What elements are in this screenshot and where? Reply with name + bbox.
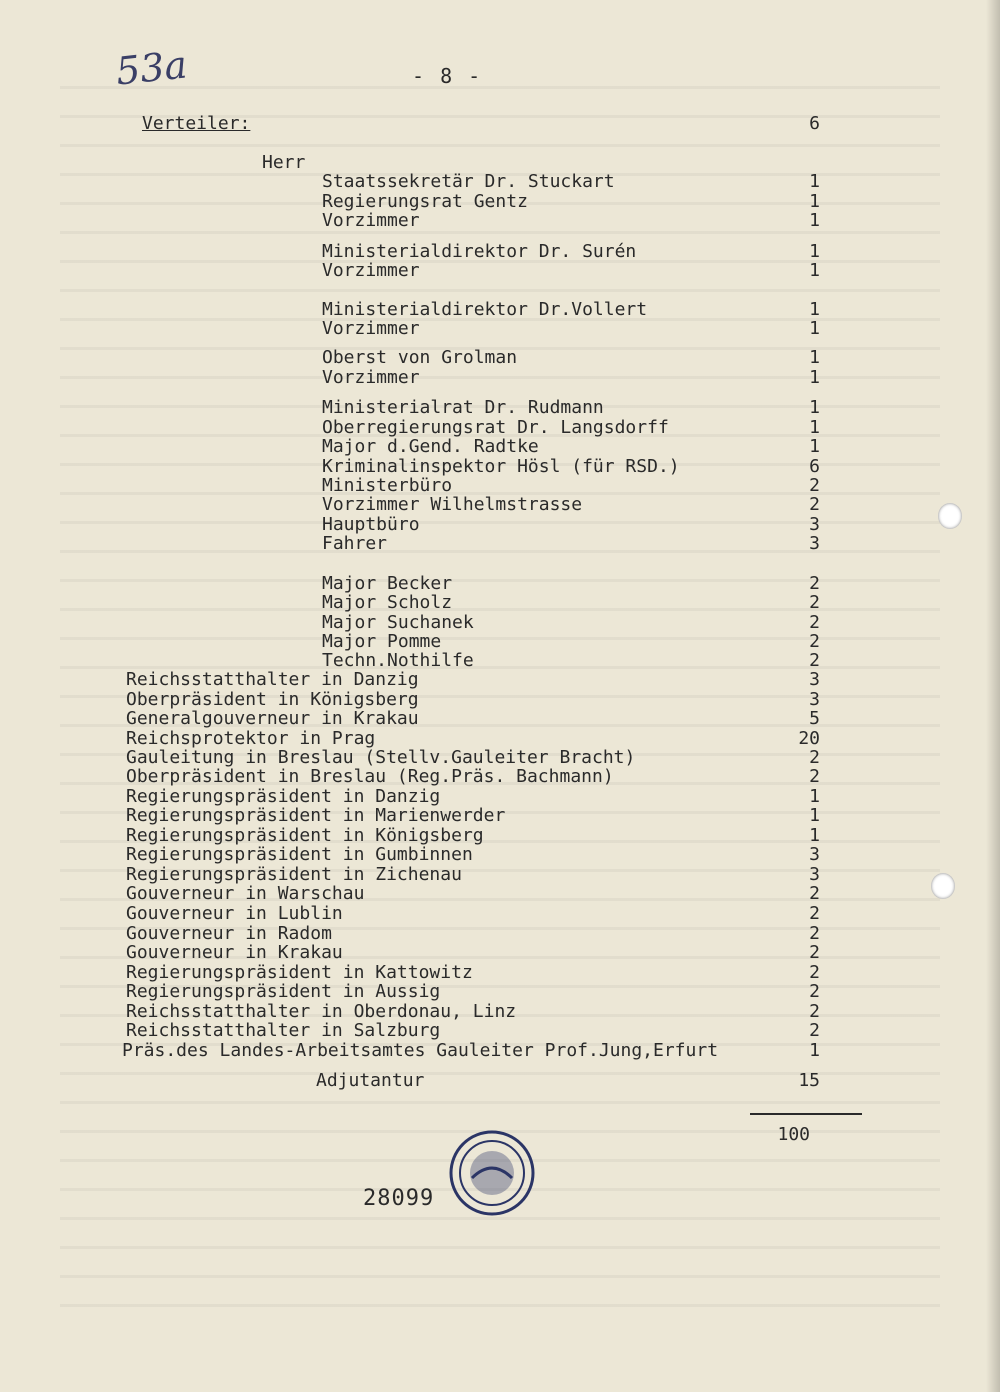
entry-name: Regierungspräsident in Königsberg	[126, 825, 484, 846]
entry-name: Vorzimmer	[322, 367, 420, 388]
entry-name: Major Becker	[322, 573, 453, 594]
entry-count: 3	[809, 844, 820, 865]
entry-name: Reichsstatthalter in Salzburg	[126, 1020, 441, 1041]
entry-count: 2	[809, 631, 820, 652]
entry-count: 3	[809, 669, 820, 690]
entry-count: 3	[809, 864, 820, 885]
entry-count: 2	[809, 903, 820, 924]
entry-name: Gauleitung in Breslau (Stellv.Gauleiter Bracht)	[126, 747, 636, 768]
entry-count: 15	[798, 1070, 820, 1091]
distribution-heading: Verteiler:	[142, 113, 251, 134]
entry-count: 2	[809, 1020, 820, 1041]
entry-count: 1	[809, 318, 820, 339]
entry-name: Oberpräsident in Königsberg	[126, 689, 419, 710]
heading-count: 6	[809, 113, 820, 134]
entry-count: 1	[809, 397, 820, 418]
entry-count: 1	[809, 825, 820, 846]
entry-count: 20	[798, 728, 820, 749]
archive-stamp	[447, 1128, 537, 1218]
entry-name: Regierungsrat Gentz	[322, 191, 528, 212]
entry-name: Major Pomme	[322, 631, 442, 652]
entry-count: 3	[809, 533, 820, 554]
entry-name: Regierungspräsident in Marienwerder	[126, 805, 506, 826]
entry-name: Regierungspräsident in Gumbinnen	[126, 844, 473, 865]
salutation: Herr	[262, 152, 306, 173]
entry-name: Gouverneur in Warschau	[126, 883, 365, 904]
page-edge-shadow	[986, 0, 1000, 1392]
entry-count: 3	[809, 689, 820, 710]
entry-name: Staatssekretär Dr. Stuckart	[322, 171, 615, 192]
entry-count: 2	[809, 883, 820, 904]
entry-count: 1	[809, 436, 820, 457]
entry-count: 1	[809, 299, 820, 320]
entry-name: Techn.Nothilfe	[322, 650, 474, 671]
entry-count: 2	[809, 962, 820, 983]
entry-name: Regierungspräsident in Aussig	[126, 981, 441, 1002]
entry-count: 1	[809, 417, 820, 438]
entry-name: Regierungspräsident in Zichenau	[126, 864, 462, 885]
entry-count: 1	[809, 241, 820, 262]
entry-name: Ministerbüro	[322, 475, 453, 496]
entry-count: 2	[809, 923, 820, 944]
entry-count: 2	[809, 747, 820, 768]
punch-hole	[938, 503, 962, 529]
entry-name: Gouverneur in Krakau	[126, 942, 343, 963]
page-number: - 8 -	[412, 64, 483, 88]
entry-name: Oberregierungsrat Dr. Langsdorff	[322, 417, 669, 438]
entry-name: Gouverneur in Lublin	[126, 903, 343, 924]
entry-count: 2	[809, 573, 820, 594]
entry-count: 2	[809, 592, 820, 613]
entry-name: Reichsstatthalter in Danzig	[126, 669, 419, 690]
entry-count: 1	[809, 210, 820, 231]
entry-name: Adjutantur	[316, 1070, 425, 1091]
entry-count: 1	[809, 367, 820, 388]
entry-count: 2	[809, 494, 820, 515]
entry-count: 1	[809, 260, 820, 281]
handwritten-reference: 53a	[113, 42, 190, 94]
entry-name: Major Suchanek	[322, 612, 474, 633]
entry-count: 1	[809, 1040, 820, 1061]
entry-count: 2	[809, 475, 820, 496]
entry-count: 2	[809, 981, 820, 1002]
entry-name: Ministerialdirektor Dr. Surén	[322, 241, 637, 262]
entry-count: 1	[809, 191, 820, 212]
entry-count: 1	[809, 347, 820, 368]
entry-name: Gouverneur in Radom	[126, 923, 332, 944]
document-number: 28099	[363, 1186, 435, 1211]
entry-name: Hauptbüro	[322, 514, 420, 535]
entry-name: Vorzimmer Wilhelmstrasse	[322, 494, 583, 515]
entry-name: Major d.Gend. Radtke	[322, 436, 539, 457]
entry-name: Ministerialrat Dr. Rudmann	[322, 397, 604, 418]
entry-count: 3	[809, 514, 820, 535]
entry-count: 2	[809, 650, 820, 671]
entry-name: Oberpräsident in Breslau (Reg.Präs. Bachmann)	[126, 766, 614, 787]
entry-name: Regierungspräsident in Kattowitz	[126, 962, 473, 983]
entry-name: Major Scholz	[322, 592, 453, 613]
entry-count: 5	[809, 708, 820, 729]
punch-hole	[931, 873, 955, 899]
entry-name: Ministerialdirektor Dr.Vollert	[322, 299, 648, 320]
entry-name: Vorzimmer	[322, 318, 420, 339]
entry-name: Generalgouverneur in Krakau	[126, 708, 419, 729]
entry-count: 1	[809, 786, 820, 807]
entry-name: Oberst von Grolman	[322, 347, 518, 368]
entry-count: 2	[809, 766, 820, 787]
entry-name: Vorzimmer	[322, 260, 420, 281]
entry-count: 6	[809, 456, 820, 477]
total-count: 100	[777, 1124, 810, 1145]
entry-name: Kriminalinspektor Hösl (für RSD.)	[322, 456, 680, 477]
entry-count: 2	[809, 942, 820, 963]
entry-name: Fahrer	[322, 533, 388, 554]
entry-name: Reichsstatthalter in Oberdonau, Linz	[126, 1001, 517, 1022]
entry-count: 1	[809, 805, 820, 826]
entry-name: Vorzimmer	[322, 210, 420, 231]
entry-count: 2	[809, 612, 820, 633]
entry-name: Präs.des Landes-Arbeitsamtes Gauleiter Prof.Jung,Erfurt	[122, 1040, 719, 1061]
entry-name: Reichsprotektor in Prag	[126, 728, 376, 749]
entry-count: 2	[809, 1001, 820, 1022]
total-rule	[750, 1113, 862, 1115]
entry-name: Regierungspräsident in Danzig	[126, 786, 441, 807]
entry-count: 1	[809, 171, 820, 192]
